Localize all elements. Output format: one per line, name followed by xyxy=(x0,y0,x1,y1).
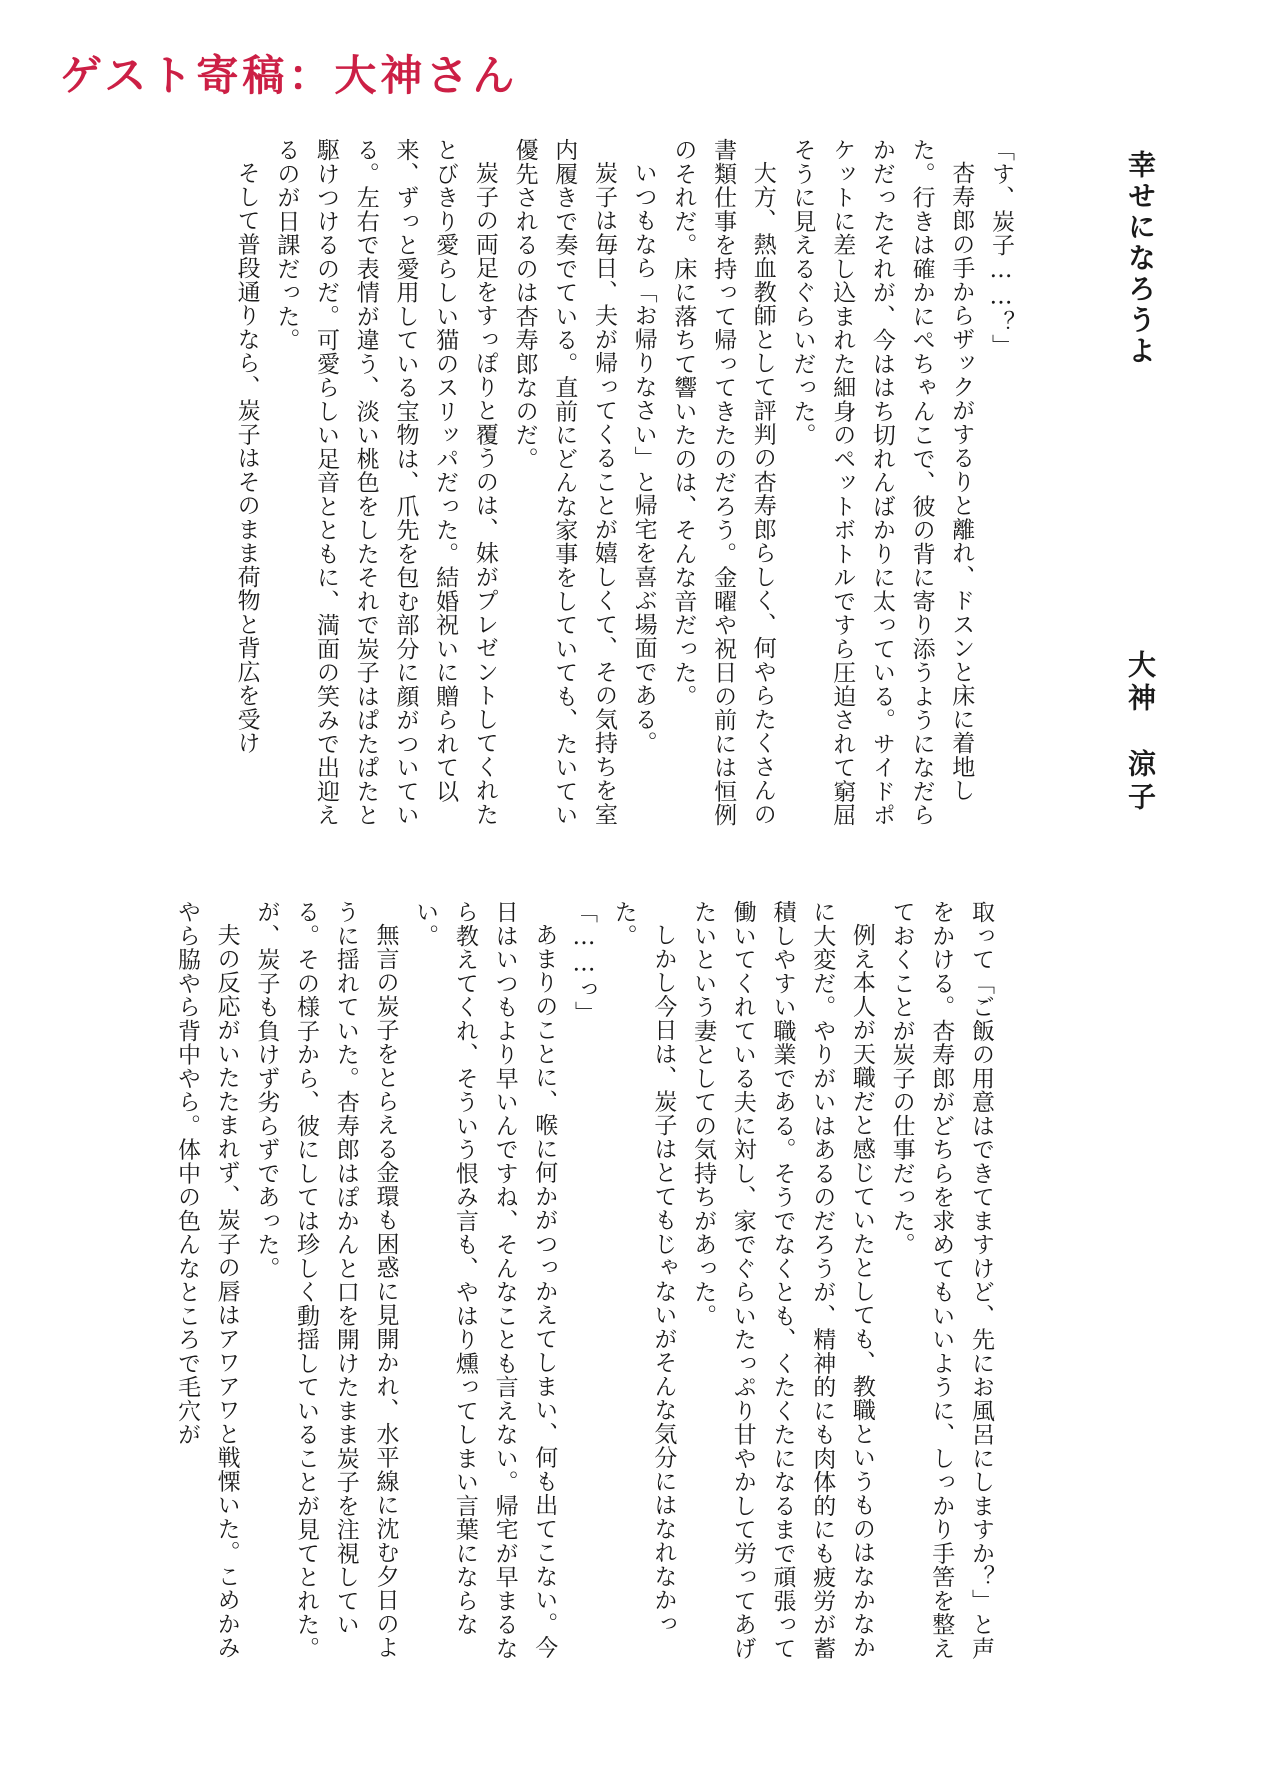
paragraph: しかし今日は、炭子はとてもじゃないがそんな気分にはなれなかった。 xyxy=(610,900,677,1636)
story-title: 幸せになろうよ xyxy=(1124,150,1157,367)
story-text-lower-block xyxy=(70,900,1000,1660)
paragraph: 取って「ご飯の用意はできてますけど、先にお風呂にしますか？」と声をかける。杏寿郎がどちらを求めてもいいように、しっかり手筈を整えておくことが炭子の仕事だった。 xyxy=(888,900,994,1660)
paragraph: あまりのことに、喉に何かがつっかえてしまい、何も出てこない。今日はいつもより早いんですね、そんなことも言えない。帰宅が早まるなら教えてくれ、そういう恨み言も、やはり燻ってしまい言葉にならない。 xyxy=(412,900,558,1660)
guest-contribution-header: ゲスト寄稿：大神さん xyxy=(60,51,519,100)
story-text-upper-block xyxy=(70,138,1020,838)
paragraph: 例え本人が天職だと感じていたとしても、教職というものはなかなかに大変だ。やりがいはあるのだろうが、精神的にも肉体的にも疲労が蓄積しやすい職業である。そうでなくとも、くたくたになるまで頑張って働いてくれている夫に対し、家でぐらいたっぷり甘やかして労ってあげたいという妻としての気持ちがあった。 xyxy=(690,900,875,1660)
paragraph: 炭子は毎日、夫が帰ってくることが嬉しくて、その気持ちを室内履きで奏でている。直前にどんな家事をしていても、たいてい優先されるのは杏寿郎なのだ。 xyxy=(511,138,617,827)
paragraph: 杏寿郎の手からザックがするりと離れ、ドスンと床に着地した。行きは確かにぺちゃんこで、彼の背に寄り添うようになだらかだったそれが、今ははち切れんばかりに太っている。サイドポケットに差し込まれた細身のペットボトルですら圧迫されて窮屈そうに見えるぐらいだった。 xyxy=(789,138,975,827)
paragraph: 大方、熱血教師として評判の杏寿郎らしく、何やらたくさんの書類仕事を持って帰ってきたのだろう。金曜や祝日の前には恒例のそれだ。床に落ちて響いたのは、そんな音だった。 xyxy=(670,138,776,827)
paragraph: 炭子の両足をすっぽりと覆うのは、妹がプレゼントしてくれたとびきり愛らしい猫のスリッパだった。結婚祝いに贈られて以来、ずっと愛用している宝物は、爪先を包む部分に顔がついている。左右で表情が違う、淡い桃色をしたそれで炭子はぱたぱたと駆けつけるのだ。可愛らしい足音とともに、満面の笑みで出迎えるのが日課だった。 xyxy=(273,138,498,827)
paragraph: 夫の反応がいたたまれず、炭子の唇はアワアワと戦慄いた。こめかみやら脇やら背中やら。体中の色んなところで毛穴が xyxy=(173,900,240,1660)
paragraph: 無言の炭子をとらえる金環も困惑に見開かれ、水平線に沈む夕日のように揺れていた。杏寿郎はぽかんと口を開けたまま炭子を注視している。その様子から、彼にしては珍しく動揺していることが見てとれた。が、炭子も負けず劣らずであった。 xyxy=(253,900,399,1660)
paragraph: そして普段通りなら、炭子はそのまま荷物と背広を受け xyxy=(233,161,260,755)
author-name: 大神 涼子 xyxy=(1124,650,1157,810)
paragraph: 「……っ」 xyxy=(570,900,597,1025)
paragraph: いつもなら「お帰りなさい」と帰宅を喜ぶ場面である。 xyxy=(630,161,657,755)
paragraph: 「す、炭子……？」 xyxy=(988,138,1014,358)
